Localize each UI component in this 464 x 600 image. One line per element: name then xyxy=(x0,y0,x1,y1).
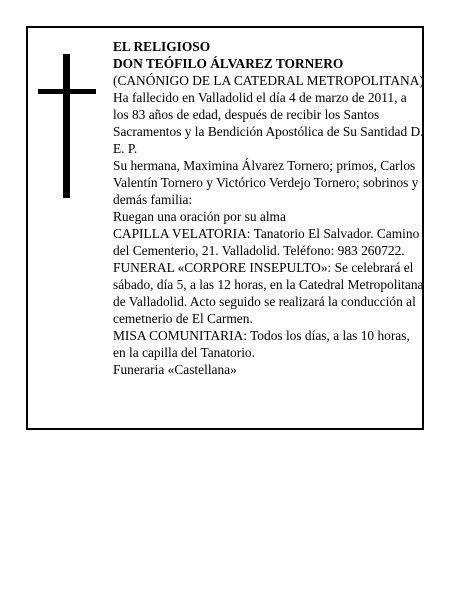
obituary-heading-1: EL RELIGIOSO xyxy=(113,39,211,54)
obituary-funeral-home: Funeraria «Castellana» xyxy=(113,362,237,377)
obituary-role: (CANÓNIGO DE LA CATEDRAL METROPOLITANA) xyxy=(113,73,424,88)
cross-vertical-bar xyxy=(63,54,70,198)
obituary-prayer: Ruegan una oración por su alma xyxy=(113,209,286,224)
obituary-chapel: CAPILLA VELATORIA: Tanatorio El Salvador. Camino del Cementerio, 21. Valladolid. Teléfono: 983 260722. xyxy=(113,226,420,258)
obituary-death-notice: Ha fallecido en Valladolid el día 4 de marzo de 2011, a los 83 años de edad, después de recibir los Santos Sacramentos y la Bendición Apostólica de Su Santidad D. E. P. xyxy=(113,90,424,156)
obituary-mass: MISA COMUNITARIA: Todos los días, a las 10 horas, en la capilla del Tanatorio. xyxy=(113,328,410,360)
cross-icon xyxy=(38,54,96,198)
obituary-heading-name: DON TEÓFILO ÁLVAREZ TORNERO xyxy=(113,56,344,71)
cross-horizontal-bar xyxy=(38,89,96,94)
obituary-text xyxy=(113,38,425,378)
obituary-family: Su hermana, Maximina Álvarez Tornero; primos, Carlos Valentín Tornero y Victórico Verdejo Tornero; sobrinos y demás familia: xyxy=(113,158,419,207)
obituary-funeral: FUNERAL «CORPORE INSEPULTO»: Se celebrará el sábado, día 5, a las 12 horas, en la Catedral Metropolitana de Valladolid. Acto seguido se realizará la conducción al cemetnerio de El Carmen. xyxy=(113,260,424,326)
